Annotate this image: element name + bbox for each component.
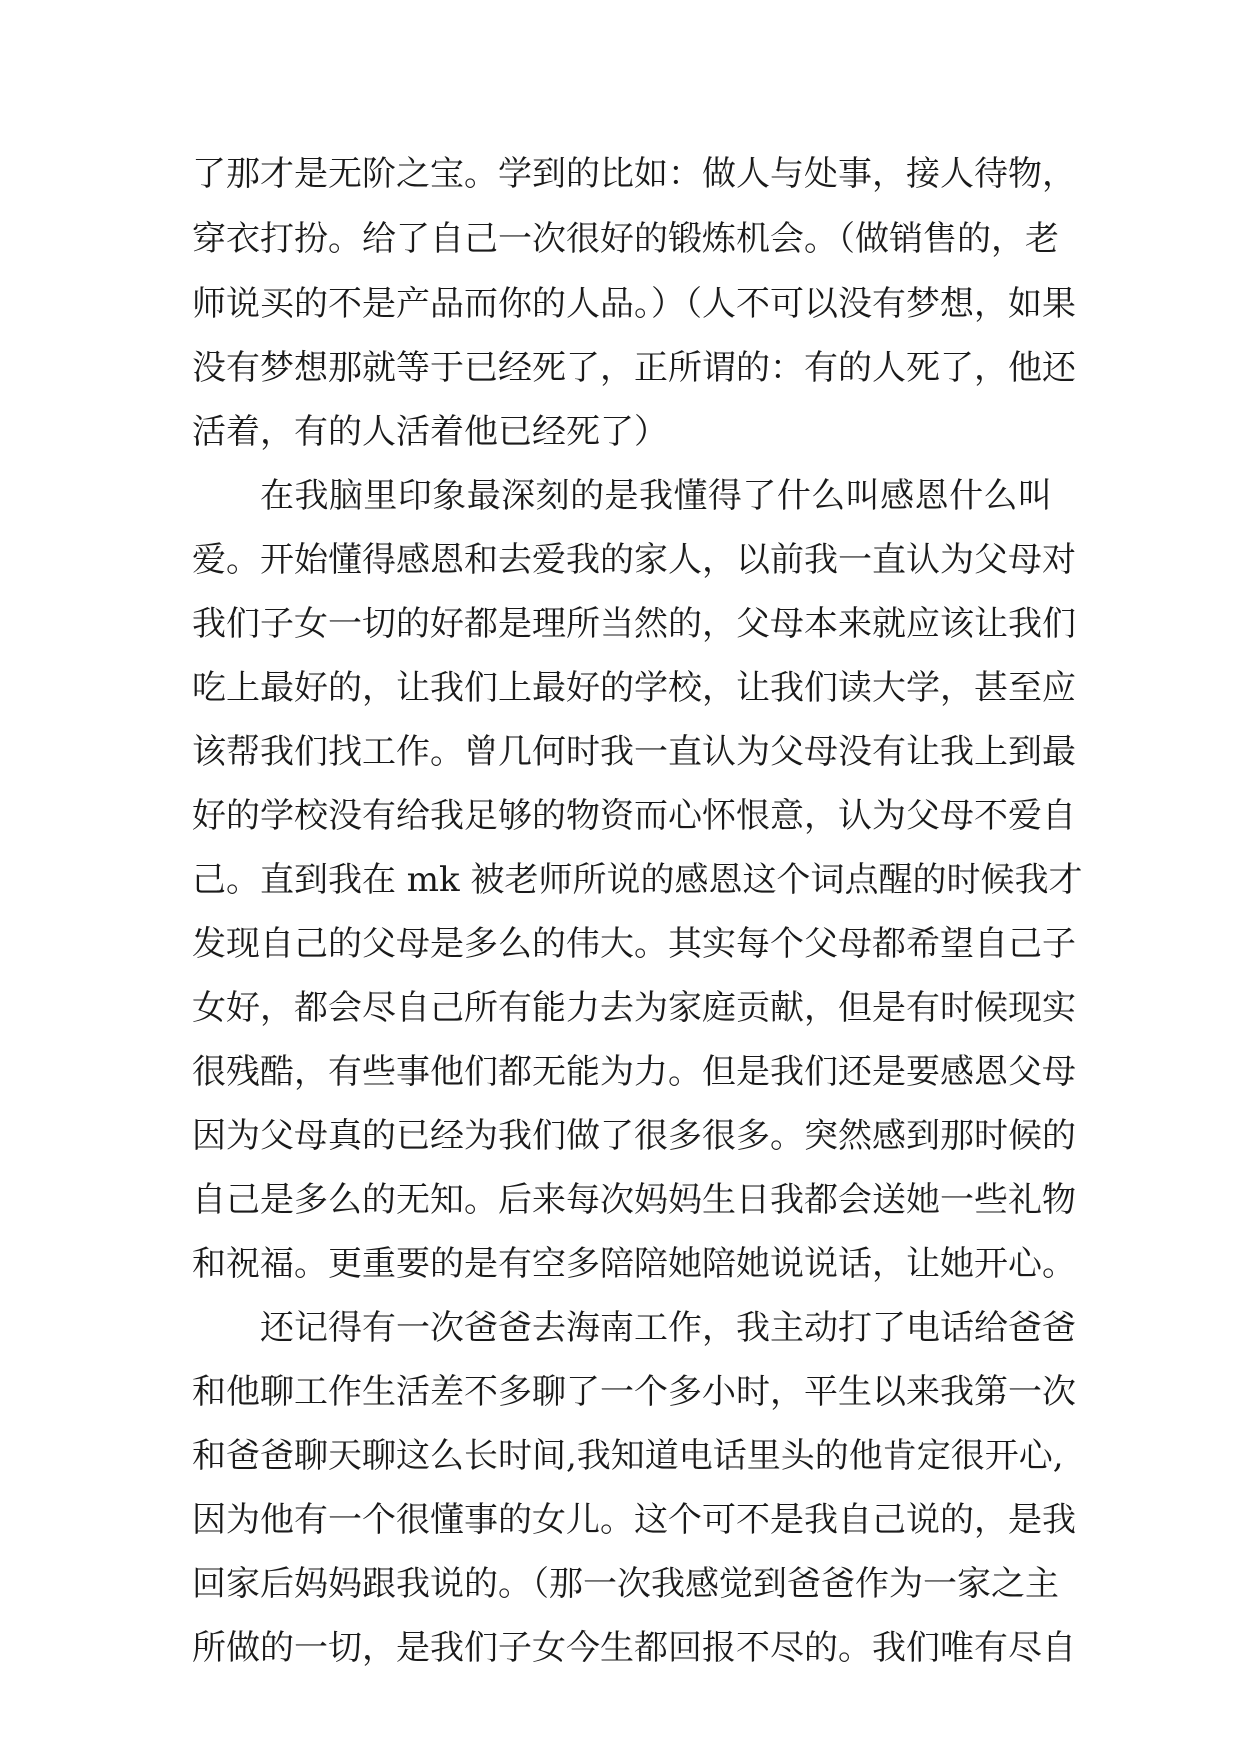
text-line: 我们子女一切的好都是理所当然的，父母本来就应该让我们 — [192, 604, 1076, 644]
paragraph-first-line: 在我脑里印象最深刻的是我懂得了什么叫感恩什么叫 — [260, 476, 1052, 516]
text-line: 所做的一切，是我们子女今生都回报不尽的。我们唯有尽自 — [192, 1628, 1076, 1668]
text-line: 因为父母真的已经为我们做了很多很多。突然感到那时候的 — [192, 1116, 1076, 1156]
text-line: 活着，有的人活着他已经死了） — [192, 412, 668, 452]
text-line: 回家后妈妈跟我说的。（那一次我感觉到爸爸作为一家之主 — [192, 1564, 1059, 1604]
text-line: 很残酷，有些事他们都无能为力。但是我们还是要感恩父母 — [192, 1052, 1076, 1092]
text-line: 因为他有一个很懂事的女儿。这个可不是我自己说的，是我 — [192, 1500, 1076, 1540]
text-line: 爱。开始懂得感恩和去爱我的家人，以前我一直认为父母对 — [192, 540, 1076, 580]
text-line: 和他聊工作生活差不多聊了一个多小时，平生以来我第一次 — [192, 1372, 1076, 1412]
text-line: 和祝福。更重要的是有空多陪陪她陪她说说话，让她开心。 — [192, 1244, 1076, 1284]
text-line: 和爸爸聊天聊这么长时间,我知道电话里头的他肯定很开心, — [192, 1436, 1064, 1476]
text-line: 没有梦想那就等于已经死了，正所谓的：有的人死了，他还 — [192, 348, 1076, 388]
text-line: 师说买的不是产品而你的人品。）（人不可以没有梦想，如果 — [192, 284, 1076, 324]
text-line: 该帮我们找工作。曾几何时我一直认为父母没有让我上到最 — [192, 732, 1076, 772]
text-line: 穿衣打扮。给了自己一次很好的锻炼机会。（做销售的，老 — [192, 219, 1059, 259]
text-line: 吃上最好的，让我们上最好的学校，让我们读大学，甚至应 — [192, 668, 1076, 708]
paragraph-first-line: 还记得有一次爸爸去海南工作，我主动打了电话给爸爸 — [260, 1308, 1076, 1348]
text-line: 了那才是无阶之宝。学到的比如：做人与处事，接人待物， — [192, 154, 1076, 194]
text-line: 发现自己的父母是多么的伟大。其实每个父母都希望自己子 — [192, 924, 1076, 964]
text-line: 女好，都会尽自己所有能力去为家庭贡献，但是有时候现实 — [192, 988, 1076, 1028]
text-line: 己。直到我在 mk 被老师所说的感恩这个词点醒的时候我才 — [192, 860, 1083, 900]
text-line: 好的学校没有给我足够的物资而心怀恨意，认为父母不爱自 — [192, 796, 1076, 836]
text-line: 自己是多么的无知。后来每次妈妈生日我都会送她一些礼物 — [192, 1180, 1076, 1220]
